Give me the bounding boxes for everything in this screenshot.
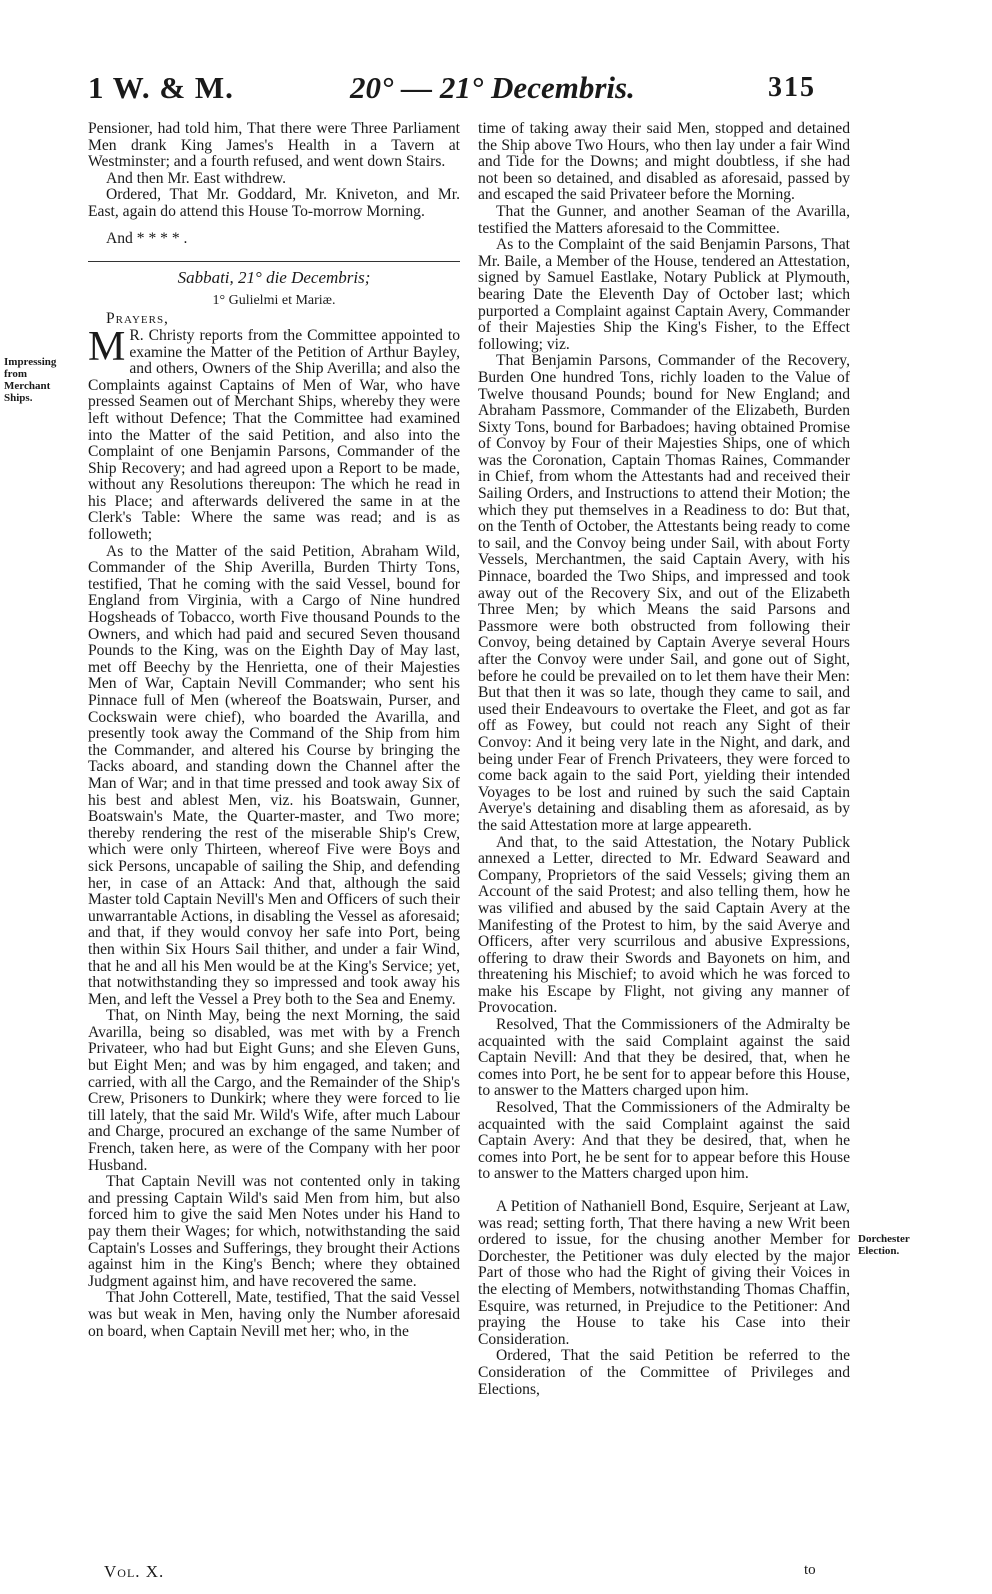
- paragraph: Ordered, That Mr. Goddard, Mr. Kniveton, and Mr. East, again do attend this House To-morrow Morning.: [88, 186, 460, 220]
- catchword: to: [804, 1562, 816, 1578]
- left-column: [88, 121, 460, 1340]
- section-divider: [88, 261, 460, 262]
- paragraph: And then Mr. East withdrew.: [106, 169, 287, 187]
- resolution: Resolved, That the Commissioners of the Admiralty be acquainted with the said Complaint against the said Captain Avery: And that they be desired, that, when he comes into Port, he be sent for to appear before this House to answer to the Matters charged upon him.: [478, 1099, 850, 1183]
- drop-cap: M: [88, 323, 126, 370]
- volume-signature: Vol. X.: [104, 1562, 165, 1581]
- adjournment-line: And * * * * .: [106, 229, 188, 247]
- header-regnal-year: 1 W. & M.: [88, 70, 234, 105]
- margin-note-impressing: Impressing from Merchant Ships.: [4, 356, 57, 404]
- petition-paragraph: Ordered, That the said Petition be referred to the Consideration of the Committee of Privileges and Elections,: [478, 1347, 850, 1398]
- paragraph: That Captain Nevill was not contented only in taking and pressing Captain Wild's said Men from him, but also forced him to give the said Men Notes under his Hand to pay them their Wages; for which, notwithstanding the said Captain's Losses and Sufferings, they brought their Actions against him in the King's Bench; where they obtained Judgment against him, and have recovered the same.: [88, 1173, 460, 1290]
- resolution: Resolved, That the Commissioners of the Admiralty be acquainted with the said Complaint against the said Captain Nevill: And that they be desired, that, when he comes into Port, he be sent for to appear before this House, to answer to the Matters charged upon him.: [478, 1016, 850, 1100]
- right-column: [478, 121, 850, 1398]
- paragraph: As to the Complaint of the said Benjamin Parsons, That Mr. Baile, a Member of the House, tendered an Attestation, signed by Samuel Eastlake, Notary Publick at Plymouth, bearing Date the Eleventh Day of October last; which purported a Complaint against Captain Avery, Commander of their Majesties Ship the King's Fisher, to the Effect following; viz.: [478, 236, 850, 353]
- page-number: 315: [768, 72, 816, 103]
- paragraph: As to the Matter of the said Petition, Abraham Wild, Commander of the Ship Averilla, Burden Thirty Tons, testified, That he coming with the said Vessel, bound for England from Virginia, with a Cargo of Nine hundred Hogsheads of Tobacco, worth Five thousand Pounds to the Owners, and which had paid and secured Seven thousand Pounds to the King, was on the Eighth Day of May last, met off Beechy by the Henrietta, one of their Majesties Men of War, Captain Nevill Commander; who sent his Pinnace full of Men (whereof the Boatswain, Purser, and Cockswain were chief), who boarded the Avarilla, and presently took away the Command of the Ship from him the Commander, and altered his Course by bringing the Tacks aboard, and standing down the Channel after the Man of War; and in that time pressed and took away Six of his best and ablest Men, viz. his Boatswain, Gunner, Boatswain's Mate, the Quarter-master, and Two more; thereby rendering the rest of the miserable Ship's Crew, which were only Thirteen, whereof Five were Boys and sick Persons, uncapable of sailing the Ship, and defending her, in case of an Attack: And that, although the said Master told Captain Nevill's Men and Officers of such their unwarrantable Actions, in disabling the Vessel as aforesaid; and that, if they would convoy her safe into Port, being then within Six Hours Sail thither, and under a fair Wind, that he and all his Men would be at the King's Service; yet, that notwithstanding they so impressed and took away his Men, and left the Vessel a Prey both to the Sea and Enemy.: [88, 542, 460, 1008]
- paragraph: [88, 323, 460, 544]
- running-header: [0, 70, 992, 120]
- report-text: R. Christy reports from the Committee appointed to examine the Matter of the Petition of Arthur Bayley, and others, Owners of the Ship Averilla; and also the Complaints against Captains of Men of War, who have pressed Seamen out of Merchant Ships, whereby they were left without Defence; That the Committee had examined into the Matter of the said Petition, and also into the Complaint of one Benjamin Parsons, Commander of the Ship Recovery; and had agreed upon a Report to be made, without any Resolutions thereupon: The which he read in his Place; and afterwards delivered the same in at the Clerk's Table: Where the same was read; and is as followeth;: [88, 326, 460, 544]
- paragraph: time of taking away their said Men, stopped and detained the Ship above Two Hours, who then lay under a fair Wind and Tide for the Downs; and might doubtless, if she had not been so detained, and disabled as aforesaid, passed by and escaped the said Privateer before the Morning.: [478, 120, 850, 204]
- header-dates: 20° — 21° Decembris.: [350, 70, 635, 105]
- paragraph: That Benjamin Parsons, Commander of the Recovery, Burden One hundred Tons, richly loaden to the Value of Twelve thousand Pounds; bound for New England; and Abraham Passmore, Commander of the Elizabeth, Burden Sixty Tons, bound for Barbadoes; having obtained Promise of Convoy by Four of their Majesties Ships, one of which was the Coronation, Captain Thomas Raines, Commander in Chief, from whom the Attestants had and received their Sailing Orders, and Instructions to attend their Motion; the which they put themselves in a Readiness to do: But that, on the Tenth of October, the Attestants being ready to come to sail, and the Convoy being under Sail, with about Forty Vessels, Merchantmen, the said Captain Avery, with his Pinnace, boarded the Two Ships, and impressed and took away out of the Recovery Six, and out of the Elizabeth Three Men; by which Means the said Parsons and Passmore were both obstructed from following their Convoy, being detained by Captain Averye several Hours after the Convoy were under Sail, and gone out of Sight, before he could be prevailed on to let them have their Men: But that then it was so late, though they came to sail, and used their Endeavours to overtake the Fleet, and got as far off as Fowey, but could not reach any Sight of their Convoy: And it being very late in the Night, and dark, and being under Fear of French Privateers, they were forced to come back again to the said Port, yielding their intended Voyages to be lost and ruined by such the said Captain Averye's detaining and disabling them as aforesaid, as by the said Attestation more at large appeareth.: [478, 352, 850, 834]
- date-heading: Sabbati, 21° die Decembris;: [177, 268, 371, 288]
- paragraph: That, on Ninth May, being the next Morning, the said Avarilla, being so disabled, was met with by a French Privateer, who had but Eight Guns; and she Eleven Guns, but Eight Men; and was by him engaged, and taken; and carried, with all the Cargo, and the Remainder of the Ship's Crew, Prisoners to Dunkirk; where they were forced to lie till lately, that the said Mr. Wild's Wife, after much Labour and Charge, procured an exchange of the same Number of French, taken here, as were of the Company with her poor Husband.: [88, 1007, 460, 1174]
- petition-paragraph: A Petition of Nathaniell Bond, Esquire, Serjeant at Law, was read; setting forth, That there having a new Writ been ordered to issue, for the chusing another Member for Dorchester, the Petitioner was duly elected by the major Part of those who had the Right of giving their Voices in the electing of Members, notwithstanding Thomas Chaffin, Esquire, was returned, in Prejudice to the Petitioner: And praying the House to take his Case into their Consideration.: [478, 1198, 850, 1348]
- paragraph: Pensioner, had told him, That there were Three Parliament Men drank King James's Health in a Tavern at Westminster; and a fourth refused, and went down Stairs.: [88, 120, 460, 171]
- paragraph: And that, to the said Attestation, the Notary Publick annexed a Letter, directed to Mr. Edward Seaward and Company, Proprietors of the said Vessels; giving them an Account of the said Protest; and also telling them, how he was vilified and abused by the said Captain Avery at the Manifesting of the Protest to him, by the said Averye and Officers, after very scurrilous and abusive Expressions, offering to draw their Swords and Bayonets on him, and threatening his Mischief; to avoid which he was forced to make his Escape by Flight, not giving any manner of Provocation.: [478, 833, 850, 1017]
- prayers-heading: Prayers,: [106, 310, 169, 328]
- margin-note-dorchester: Dorchester Election.: [858, 1233, 910, 1257]
- paragraph: That John Cotterell, Mate, testified, That the said Vessel was but weak in Men, having only the Number aforesaid on board, when Captain Nevill met her; who, in the: [88, 1289, 460, 1340]
- regnal-line: 1° Gulielmi et Mariæ.: [212, 292, 336, 308]
- paragraph: That the Gunner, and another Seaman of the Avarilla, testified the Matters aforesaid to the Committee.: [478, 202, 850, 237]
